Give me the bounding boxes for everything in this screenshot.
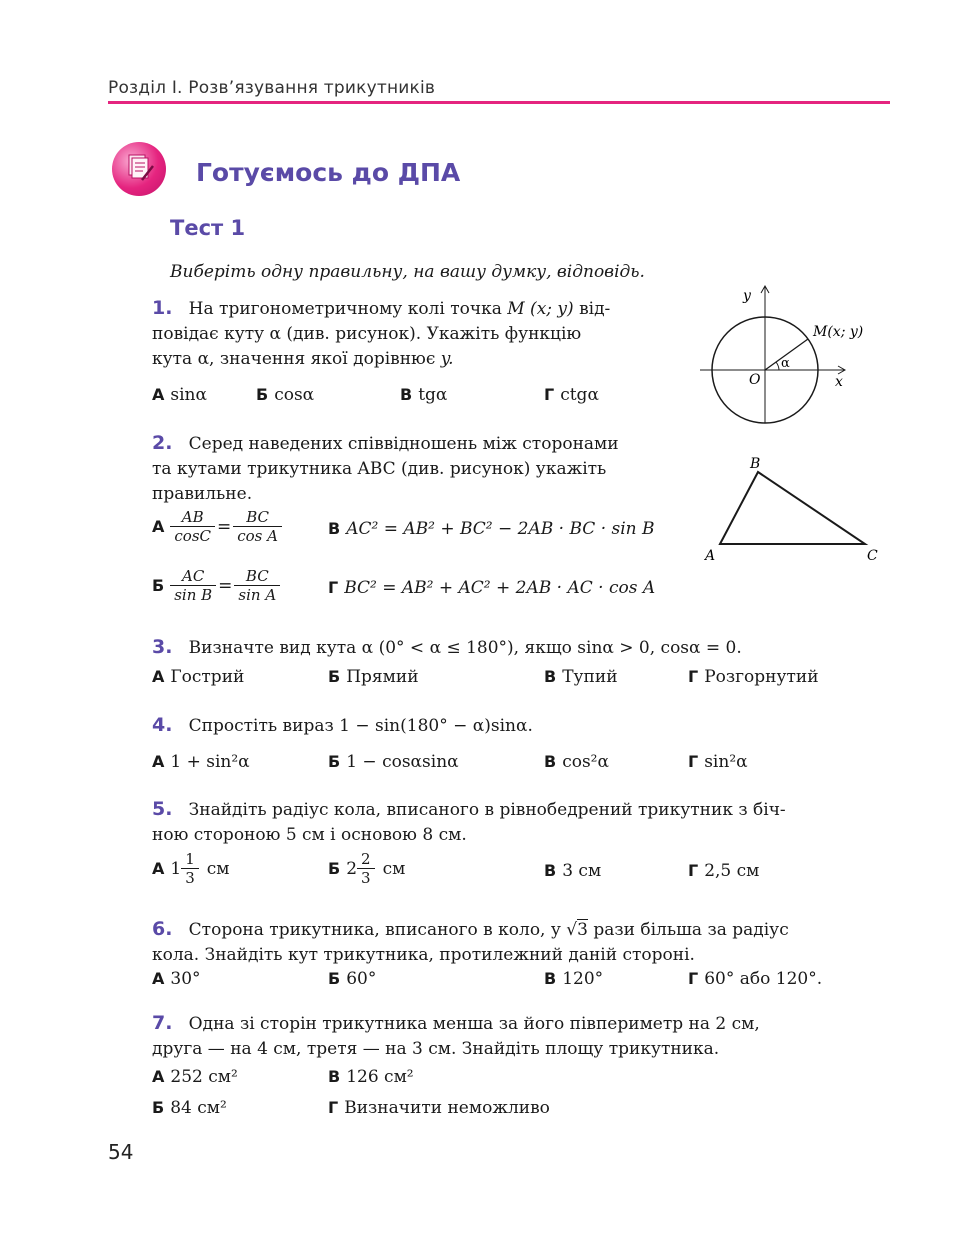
q1-line2: повідає куту α (див. рисунок). Укажіть функцію <box>152 324 582 344</box>
q3-option-a[interactable] <box>152 667 244 687</box>
q4-option-a[interactable] <box>152 752 250 772</box>
q4-option-b[interactable] <box>328 752 459 772</box>
option-text: 1 − cosαsinα <box>346 752 459 772</box>
option-text: tgα <box>418 385 448 405</box>
q1-option-a[interactable] <box>152 385 207 405</box>
q4-option-c[interactable] <box>544 752 609 772</box>
option-letter: Б <box>328 859 341 878</box>
question-number: 7. <box>152 1012 173 1034</box>
q1-option-d[interactable] <box>544 385 599 405</box>
q1-option-c[interactable] <box>400 385 447 405</box>
option-letter: Г <box>544 385 555 404</box>
option-letter: В <box>544 667 557 686</box>
instruction: Виберіть одну правильну, на вашу думку, відповідь. <box>170 262 645 282</box>
question-number: 1. <box>152 297 173 319</box>
vertex-c-label: C <box>867 548 878 564</box>
triangle-abc <box>720 472 865 544</box>
q2-line3: правильне. <box>152 484 253 504</box>
fraction: $\frac{2}{3}$ <box>357 850 375 887</box>
whole-part: 1 <box>170 858 182 879</box>
option-text: cosα <box>274 385 315 405</box>
option-letter: Г <box>688 969 699 988</box>
q1-line3: кута α, значення якої дорівнює <box>152 349 436 369</box>
option-text: sinα <box>170 385 207 405</box>
option-letter: Б <box>328 969 341 988</box>
section-title: Готуємось до ДПА <box>196 158 461 187</box>
y-axis-label: y <box>743 288 751 304</box>
option-letter: В <box>328 1067 341 1086</box>
option-letter: Б <box>152 576 165 595</box>
q2-option-d[interactable] <box>328 578 655 598</box>
option-text: 120° <box>562 969 604 989</box>
q2-option-a[interactable]: А $\frac{AB}{\cos C}$ = $\frac{BC}{\text{cos A}}$ <box>152 508 282 545</box>
question-number: 5. <box>152 798 173 820</box>
q6-option-b[interactable] <box>328 969 376 989</box>
option-letter: В <box>400 385 413 404</box>
q6-line1a: Сторона трикутника, вписаного в коло, у <box>188 920 561 940</box>
sqrt-expression: √3 <box>566 920 588 940</box>
q6-line1b: рази більша за радіус <box>593 920 789 940</box>
q7-option-b[interactable] <box>152 1098 227 1118</box>
question-7 <box>152 1011 887 1062</box>
q5-option-d[interactable] <box>688 861 759 881</box>
q5-line2: ною стороною 5 см і основою 8 см. <box>152 825 467 845</box>
q6-line2: кола. Знайдіть кут трикутника, протилежний даній стороні. <box>152 945 695 965</box>
unit: см <box>382 858 406 879</box>
option-text: Тупий <box>562 667 618 687</box>
point-label: M(x; y) <box>813 324 864 340</box>
question-5 <box>152 797 882 848</box>
fraction: $\frac{AB}{\cos C}$ <box>170 508 215 545</box>
test-title: Тест 1 <box>170 216 246 240</box>
fraction: $\frac{BC}{\text{sin A}}$ <box>234 567 280 604</box>
vertex-b-label: B <box>750 456 761 472</box>
option-letter: Б <box>256 385 269 404</box>
q1-line1: На тригонометричному колі точка <box>188 299 502 319</box>
option-letter: Б <box>328 752 341 771</box>
header-rule <box>108 101 890 104</box>
q3-option-d[interactable] <box>688 667 819 687</box>
running-head: Розділ I. Розв’язування трикутників <box>108 78 436 98</box>
question-3 <box>152 635 742 661</box>
question-2 <box>152 431 677 507</box>
q7-option-c[interactable] <box>328 1067 414 1087</box>
x-axis-label: x <box>835 374 843 390</box>
option-text: sin²α <box>704 752 748 772</box>
option-text: 60° або 120°. <box>704 969 823 989</box>
option-letter: А <box>152 969 165 988</box>
option-letter: В <box>544 752 557 771</box>
fraction: $\frac{1}{3}$ <box>181 850 199 887</box>
question-4 <box>152 713 533 739</box>
notebook-pencil-icon <box>112 142 166 196</box>
unit-circle-figure <box>695 278 895 428</box>
q7-line1: Одна зі сторін трикутника менша за його півпериметр на 2 см, <box>188 1014 760 1034</box>
option-letter: Б <box>328 667 341 686</box>
fraction: $\frac{BC}{\text{cos A}}$ <box>233 508 282 545</box>
option-letter: А <box>152 752 165 771</box>
option-text: ctgα <box>560 385 599 405</box>
q5-option-a[interactable] <box>152 850 230 887</box>
q3-option-c[interactable] <box>544 667 618 687</box>
q1-option-b[interactable] <box>256 385 314 405</box>
q5-option-b[interactable] <box>328 850 405 887</box>
question-1 <box>152 296 677 372</box>
option-text: Визначити неможливо <box>344 1098 550 1118</box>
q6-option-d[interactable] <box>688 969 822 989</box>
option-text: AC² = AB² + BC² − 2AB · BC · sin B <box>346 519 655 539</box>
option-letter: Г <box>328 1098 339 1117</box>
option-letter: В <box>544 969 557 988</box>
option-text: Гострий <box>170 667 245 687</box>
option-letter: Б <box>152 1098 165 1117</box>
option-text: 60° <box>346 969 377 989</box>
q6-option-c[interactable] <box>544 969 603 989</box>
origin-label: O <box>749 372 761 388</box>
q7-option-a[interactable] <box>152 1067 238 1087</box>
option-letter: Г <box>688 667 699 686</box>
question-text: Визначте вид кута α (0° < α ≤ 180°), якщо sinα > 0, cosα = 0. <box>188 638 742 658</box>
question-number: 4. <box>152 714 173 736</box>
option-letter: А <box>152 667 165 686</box>
option-letter: Г <box>688 861 699 880</box>
option-text: cos²α <box>562 752 609 772</box>
question-6 <box>152 917 887 968</box>
q6-option-a[interactable] <box>152 969 201 989</box>
option-letter: А <box>152 1067 165 1086</box>
option-text: 30° <box>170 969 201 989</box>
q5-line1: Знайдіть радіус кола, вписаного в рівнобедрений трикутник з біч- <box>188 800 786 820</box>
fraction: $\frac{AC}{\text{sin B}}$ <box>170 567 216 604</box>
option-text: 126 см² <box>346 1067 414 1087</box>
option-letter: Г <box>688 752 699 771</box>
triangle-figure <box>700 450 890 568</box>
question-number: 6. <box>152 918 173 940</box>
option-letter: В <box>544 861 557 880</box>
option-text: 3 см <box>562 861 602 881</box>
q7-option-d[interactable] <box>328 1098 550 1118</box>
q5-option-c[interactable] <box>544 861 601 881</box>
whole-part: 2 <box>346 858 358 879</box>
q2-option-c[interactable] <box>328 519 655 539</box>
page-number: 54 <box>108 1140 134 1164</box>
option-text: Розгорнутий <box>704 667 819 687</box>
q1-point: M (x; y) <box>507 299 574 319</box>
option-text: 1 + sin²α <box>170 752 250 772</box>
angle-label: α <box>781 356 790 371</box>
question-number: 2. <box>152 432 173 454</box>
option-text: 252 см² <box>170 1067 238 1087</box>
q2-line2: та кутами трикутника ABC (див. рисунок) укажіть <box>152 459 607 479</box>
unit: см <box>206 858 230 879</box>
q2-line1: Серед наведених співвідношень між сторонами <box>188 434 619 454</box>
q2-option-b[interactable]: Б $\frac{AC}{\text{sin B}}$ = $\frac{BC}{\text{sin A}}$ <box>152 567 280 604</box>
option-letter: А <box>152 385 165 404</box>
q4-option-d[interactable] <box>688 752 748 772</box>
option-text: Прямий <box>346 667 419 687</box>
option-letter: А <box>152 859 165 878</box>
vertex-a-label: A <box>705 548 716 564</box>
q3-option-b[interactable] <box>328 667 419 687</box>
option-letter: В <box>328 519 341 538</box>
option-letter: А <box>152 517 165 536</box>
option-text: 2,5 см <box>704 861 760 881</box>
option-text: 84 см² <box>170 1098 227 1118</box>
q1-line1b: від- <box>579 299 611 319</box>
option-text: BC² = AB² + AC² + 2AB · AC · cos A <box>344 578 656 598</box>
option-letter: Г <box>328 578 339 597</box>
q7-line2: друга — на 4 см, третя — на 3 см. Знайдіть площу трикутника. <box>152 1039 720 1059</box>
q1-var-y: y. <box>440 349 454 369</box>
question-number: 3. <box>152 636 173 658</box>
question-text: Спростіть вираз 1 − sin(180° − α)sinα. <box>188 716 533 736</box>
